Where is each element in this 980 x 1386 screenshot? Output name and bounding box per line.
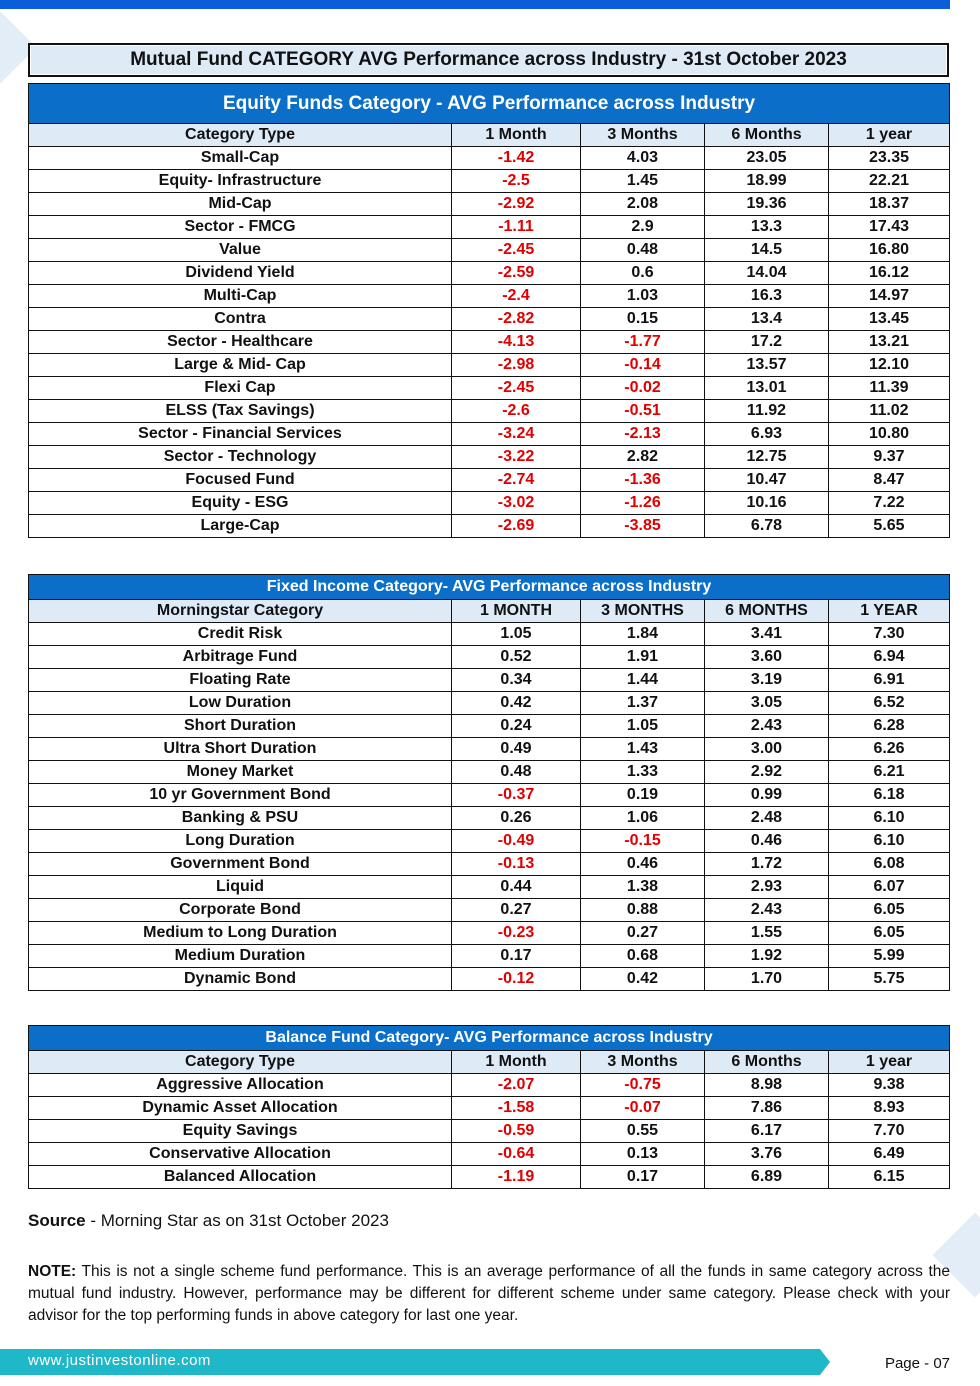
source-text: - Morning Star as on 31st October 2023 [85, 1211, 389, 1230]
return-value-cell: 0.24 [452, 715, 581, 738]
table-row [29, 147, 950, 170]
table-row [29, 170, 950, 193]
category-name-cell: Credit Risk [29, 623, 452, 646]
return-value-cell: -0.12 [452, 968, 581, 991]
return-value-cell: 5.99 [829, 945, 950, 968]
category-name-cell: Banking & PSU [29, 807, 452, 830]
return-value-cell: -3.85 [581, 515, 705, 538]
table-row [29, 738, 950, 761]
category-name-cell: Small-Cap [29, 147, 452, 170]
return-value-cell: 2.93 [705, 876, 829, 899]
return-value-cell: -3.22 [452, 446, 581, 469]
table-row [29, 193, 950, 216]
return-value-cell: 11.39 [829, 377, 950, 400]
table-row [29, 646, 950, 669]
return-value-cell: -2.45 [452, 377, 581, 400]
return-value-cell: 6.18 [829, 784, 950, 807]
return-value-cell: 6.05 [829, 922, 950, 945]
return-value-cell: 0.27 [581, 922, 705, 945]
table-row [29, 876, 950, 899]
return-value-cell: -2.92 [452, 193, 581, 216]
section-title: Fixed Income Category- AVG Performance across Industry [29, 575, 950, 600]
page-title: Mutual Fund CATEGORY AVG Performance across Industry - 31st October 2023 [28, 43, 949, 77]
table-row [29, 423, 950, 446]
return-value-cell: -0.64 [452, 1143, 581, 1166]
return-value-cell: 9.38 [829, 1074, 950, 1097]
category-name-cell: Conservative Allocation [29, 1143, 452, 1166]
return-value-cell: 19.36 [705, 193, 829, 216]
return-value-cell: 0.6 [581, 262, 705, 285]
column-header: Morningstar Category [29, 600, 452, 623]
return-value-cell: 10.16 [705, 492, 829, 515]
category-name-cell: Sector - Technology [29, 446, 452, 469]
table-row [29, 830, 950, 853]
return-value-cell: 10.80 [829, 423, 950, 446]
category-name-cell: Equity Savings [29, 1120, 452, 1143]
table-row [29, 377, 950, 400]
table-row [29, 945, 950, 968]
return-value-cell: 5.75 [829, 968, 950, 991]
return-value-cell: -2.69 [452, 515, 581, 538]
column-header: 1 Month [452, 124, 581, 147]
return-value-cell: -0.07 [581, 1097, 705, 1120]
return-value-cell: 0.42 [581, 968, 705, 991]
return-value-cell: 1.03 [581, 285, 705, 308]
return-value-cell: -1.77 [581, 331, 705, 354]
return-value-cell: 0.27 [452, 899, 581, 922]
table-row [29, 400, 950, 423]
return-value-cell: -1.26 [581, 492, 705, 515]
return-value-cell: 1.55 [705, 922, 829, 945]
return-value-cell: 18.37 [829, 193, 950, 216]
return-value-cell: 0.52 [452, 646, 581, 669]
return-value-cell: 13.01 [705, 377, 829, 400]
return-value-cell: 2.92 [705, 761, 829, 784]
column-header: 1 year [829, 1051, 950, 1074]
category-name-cell: Contra [29, 308, 452, 331]
return-value-cell: 1.06 [581, 807, 705, 830]
return-value-cell: -0.02 [581, 377, 705, 400]
return-value-cell: 0.13 [581, 1143, 705, 1166]
table-row [29, 446, 950, 469]
return-value-cell: 6.94 [829, 646, 950, 669]
column-header: 1 MONTH [452, 600, 581, 623]
return-value-cell: -3.02 [452, 492, 581, 515]
return-value-cell: 6.28 [829, 715, 950, 738]
return-value-cell: -0.59 [452, 1120, 581, 1143]
return-value-cell: 16.12 [829, 262, 950, 285]
return-value-cell: 0.42 [452, 692, 581, 715]
source-label: Source [28, 1211, 86, 1230]
return-value-cell: 7.22 [829, 492, 950, 515]
fixed-income-table-body [29, 575, 950, 991]
column-header: 3 MONTHS [581, 600, 705, 623]
return-value-cell: -0.14 [581, 354, 705, 377]
return-value-cell: 3.60 [705, 646, 829, 669]
column-header-row [29, 600, 950, 623]
return-value-cell: 16.80 [829, 239, 950, 262]
return-value-cell: -2.45 [452, 239, 581, 262]
category-name-cell: Dividend Yield [29, 262, 452, 285]
return-value-cell: 1.45 [581, 170, 705, 193]
category-name-cell: Aggressive Allocation [29, 1074, 452, 1097]
return-value-cell: 0.19 [581, 784, 705, 807]
category-name-cell: Mid-Cap [29, 193, 452, 216]
table-row [29, 853, 950, 876]
return-value-cell: 17.43 [829, 216, 950, 239]
return-value-cell: -1.11 [452, 216, 581, 239]
return-value-cell: 17.2 [705, 331, 829, 354]
category-name-cell: Flexi Cap [29, 377, 452, 400]
return-value-cell: 0.34 [452, 669, 581, 692]
return-value-cell: 14.5 [705, 239, 829, 262]
return-value-cell: -0.15 [581, 830, 705, 853]
return-value-cell: 2.08 [581, 193, 705, 216]
column-header: 1 Month [452, 1051, 581, 1074]
return-value-cell: 6.93 [705, 423, 829, 446]
return-value-cell: 2.43 [705, 715, 829, 738]
return-value-cell: 2.48 [705, 807, 829, 830]
table-row [29, 331, 950, 354]
table-row [29, 239, 950, 262]
return-value-cell: 6.10 [829, 807, 950, 830]
return-value-cell: -2.6 [452, 400, 581, 423]
return-value-cell: -2.13 [581, 423, 705, 446]
return-value-cell: -0.23 [452, 922, 581, 945]
section-title: Balance Fund Category- AVG Performance across Industry [29, 1026, 950, 1051]
category-name-cell: Large & Mid- Cap [29, 354, 452, 377]
return-value-cell: 2.9 [581, 216, 705, 239]
return-value-cell: 3.05 [705, 692, 829, 715]
table-row [29, 922, 950, 945]
return-value-cell: 0.46 [705, 830, 829, 853]
table-row [29, 1143, 950, 1166]
fixed-income-table [28, 574, 950, 991]
section-title-row [29, 1026, 950, 1051]
category-name-cell: ELSS (Tax Savings) [29, 400, 452, 423]
table-row [29, 968, 950, 991]
note-label: NOTE: [28, 1263, 77, 1280]
return-value-cell: 0.68 [581, 945, 705, 968]
return-value-cell: 3.19 [705, 669, 829, 692]
return-value-cell: 23.35 [829, 147, 950, 170]
return-value-cell: -0.51 [581, 400, 705, 423]
return-value-cell: 18.99 [705, 170, 829, 193]
return-value-cell: 16.3 [705, 285, 829, 308]
table-row [29, 1097, 950, 1120]
return-value-cell: 0.46 [581, 853, 705, 876]
table-row [29, 1166, 950, 1189]
return-value-cell: 6.05 [829, 899, 950, 922]
table-row [29, 807, 950, 830]
return-value-cell: 7.70 [829, 1120, 950, 1143]
column-header: Category Type [29, 1051, 452, 1074]
return-value-cell: -0.13 [452, 853, 581, 876]
return-value-cell: 4.03 [581, 147, 705, 170]
return-value-cell: 6.21 [829, 761, 950, 784]
return-value-cell: 0.49 [452, 738, 581, 761]
return-value-cell: -2.4 [452, 285, 581, 308]
return-value-cell: 6.26 [829, 738, 950, 761]
category-name-cell: Liquid [29, 876, 452, 899]
return-value-cell: 6.15 [829, 1166, 950, 1189]
category-name-cell: Medium Duration [29, 945, 452, 968]
table-row [29, 308, 950, 331]
return-value-cell: 6.49 [829, 1143, 950, 1166]
return-value-cell: 13.4 [705, 308, 829, 331]
return-value-cell: 1.38 [581, 876, 705, 899]
return-value-cell: 3.41 [705, 623, 829, 646]
source-line [28, 1211, 389, 1231]
table-row [29, 1074, 950, 1097]
return-value-cell: 10.47 [705, 469, 829, 492]
column-header: 3 Months [581, 124, 705, 147]
table-row [29, 623, 950, 646]
return-value-cell: -0.75 [581, 1074, 705, 1097]
return-value-cell: 7.30 [829, 623, 950, 646]
return-value-cell: 1.05 [452, 623, 581, 646]
table-row [29, 715, 950, 738]
return-value-cell: 23.05 [705, 147, 829, 170]
category-name-cell: Arbitrage Fund [29, 646, 452, 669]
table-row [29, 515, 950, 538]
return-value-cell: 0.15 [581, 308, 705, 331]
equity-table [28, 83, 950, 538]
section-title-row [29, 84, 950, 124]
return-value-cell: 13.3 [705, 216, 829, 239]
column-header: 6 MONTHS [705, 600, 829, 623]
category-name-cell: Value [29, 239, 452, 262]
table-row [29, 216, 950, 239]
return-value-cell: 14.04 [705, 262, 829, 285]
return-value-cell: 6.52 [829, 692, 950, 715]
return-value-cell: 13.45 [829, 308, 950, 331]
column-header: 6 Months [705, 1051, 829, 1074]
return-value-cell: 0.26 [452, 807, 581, 830]
return-value-cell: 0.44 [452, 876, 581, 899]
return-value-cell: 11.02 [829, 400, 950, 423]
return-value-cell: 5.65 [829, 515, 950, 538]
table-row [29, 1120, 950, 1143]
balance-table-body [29, 1026, 950, 1189]
top-accent-bar [0, 0, 950, 9]
return-value-cell: 0.55 [581, 1120, 705, 1143]
return-value-cell: 8.98 [705, 1074, 829, 1097]
return-value-cell: 3.76 [705, 1143, 829, 1166]
return-value-cell: 1.37 [581, 692, 705, 715]
return-value-cell: 9.37 [829, 446, 950, 469]
table-row [29, 262, 950, 285]
return-value-cell: -2.07 [452, 1074, 581, 1097]
return-value-cell: 13.57 [705, 354, 829, 377]
return-value-cell: 0.48 [581, 239, 705, 262]
return-value-cell: -2.82 [452, 308, 581, 331]
return-value-cell: -1.42 [452, 147, 581, 170]
category-name-cell: 10 yr Government Bond [29, 784, 452, 807]
return-value-cell: -1.58 [452, 1097, 581, 1120]
category-name-cell: Balanced Allocation [29, 1166, 452, 1189]
return-value-cell: 8.47 [829, 469, 950, 492]
return-value-cell: 0.48 [452, 761, 581, 784]
table-row [29, 285, 950, 308]
column-header: 3 Months [581, 1051, 705, 1074]
return-value-cell: 1.33 [581, 761, 705, 784]
return-value-cell: 6.91 [829, 669, 950, 692]
category-name-cell: Sector - Healthcare [29, 331, 452, 354]
return-value-cell: 2.82 [581, 446, 705, 469]
return-value-cell: 6.17 [705, 1120, 829, 1143]
category-name-cell: Focused Fund [29, 469, 452, 492]
page-number: Page - 07 [884, 1355, 950, 1372]
section-title: Equity Funds Category - AVG Performance across Industry [29, 84, 950, 124]
return-value-cell: -2.59 [452, 262, 581, 285]
return-value-cell: 1.05 [581, 715, 705, 738]
return-value-cell: 1.44 [581, 669, 705, 692]
table-row [29, 469, 950, 492]
category-name-cell: Short Duration [29, 715, 452, 738]
return-value-cell: 0.17 [452, 945, 581, 968]
return-value-cell: -0.49 [452, 830, 581, 853]
return-value-cell: 1.43 [581, 738, 705, 761]
table-row [29, 692, 950, 715]
return-value-cell: 1.72 [705, 853, 829, 876]
return-value-cell: -1.36 [581, 469, 705, 492]
category-name-cell: Ultra Short Duration [29, 738, 452, 761]
table-row [29, 354, 950, 377]
note-paragraph [28, 1261, 950, 1327]
category-name-cell: Dynamic Bond [29, 968, 452, 991]
return-value-cell: 12.75 [705, 446, 829, 469]
return-value-cell: 6.08 [829, 853, 950, 876]
return-value-cell: 0.99 [705, 784, 829, 807]
return-value-cell: -1.19 [452, 1166, 581, 1189]
return-value-cell: 6.10 [829, 830, 950, 853]
return-value-cell: 7.86 [705, 1097, 829, 1120]
category-name-cell: Equity- Infrastructure [29, 170, 452, 193]
footer-website-link[interactable]: www.justinvestonline.com [28, 1352, 211, 1369]
return-value-cell: 0.88 [581, 899, 705, 922]
column-header: 6 Months [705, 124, 829, 147]
table-row [29, 761, 950, 784]
column-header-row [29, 1051, 950, 1074]
return-value-cell: 1.91 [581, 646, 705, 669]
column-header-row [29, 124, 950, 147]
column-header: 1 YEAR [829, 600, 950, 623]
category-name-cell: Multi-Cap [29, 285, 452, 308]
table-row [29, 669, 950, 692]
category-name-cell: Dynamic Asset Allocation [29, 1097, 452, 1120]
table-row [29, 899, 950, 922]
category-name-cell: Corporate Bond [29, 899, 452, 922]
return-value-cell: -4.13 [452, 331, 581, 354]
category-name-cell: Low Duration [29, 692, 452, 715]
return-value-cell: 3.00 [705, 738, 829, 761]
note-text: This is not a single scheme fund performance. This is an average performance of all the funds in same category across the mutual fund industry. However, performance may be different for different scheme under same category. Please check with your advisor for the top performing funds in above category for last one year. [28, 1263, 950, 1324]
return-value-cell: 13.21 [829, 331, 950, 354]
category-name-cell: Sector - FMCG [29, 216, 452, 239]
return-value-cell: -0.37 [452, 784, 581, 807]
return-value-cell: 22.21 [829, 170, 950, 193]
return-value-cell: 2.43 [705, 899, 829, 922]
return-value-cell: 12.10 [829, 354, 950, 377]
category-name-cell: Floating Rate [29, 669, 452, 692]
category-name-cell: Medium to Long Duration [29, 922, 452, 945]
equity-table-body [29, 84, 950, 538]
return-value-cell: 1.84 [581, 623, 705, 646]
category-name-cell: Money Market [29, 761, 452, 784]
category-name-cell: Large-Cap [29, 515, 452, 538]
balance-table [28, 1025, 950, 1189]
return-value-cell: 6.89 [705, 1166, 829, 1189]
section-title-row [29, 575, 950, 600]
column-header: Category Type [29, 124, 452, 147]
return-value-cell: 14.97 [829, 285, 950, 308]
category-name-cell: Government Bond [29, 853, 452, 876]
return-value-cell: -2.74 [452, 469, 581, 492]
return-value-cell: 8.93 [829, 1097, 950, 1120]
category-name-cell: Long Duration [29, 830, 452, 853]
return-value-cell: 0.17 [581, 1166, 705, 1189]
return-value-cell: -2.5 [452, 170, 581, 193]
category-name-cell: Sector - Financial Services [29, 423, 452, 446]
return-value-cell: 11.92 [705, 400, 829, 423]
return-value-cell: 6.78 [705, 515, 829, 538]
return-value-cell: 6.07 [829, 876, 950, 899]
return-value-cell: -3.24 [452, 423, 581, 446]
table-row [29, 784, 950, 807]
category-name-cell: Equity - ESG [29, 492, 452, 515]
column-header: 1 year [829, 124, 950, 147]
return-value-cell: 1.92 [705, 945, 829, 968]
return-value-cell: -2.98 [452, 354, 581, 377]
table-row [29, 492, 950, 515]
return-value-cell: 1.70 [705, 968, 829, 991]
